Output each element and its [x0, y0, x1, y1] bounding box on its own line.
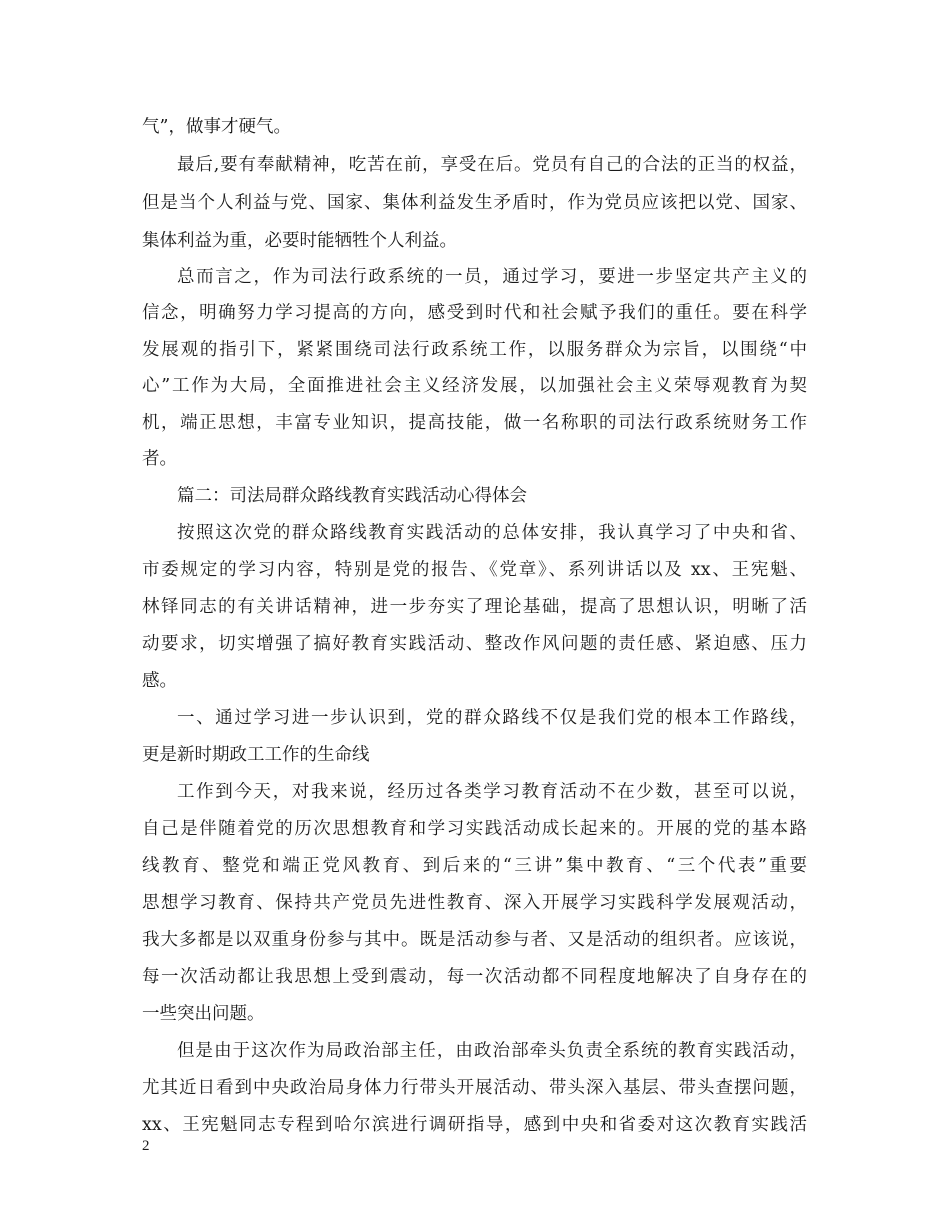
- text-line: 自己是伴随着党的历次思想教育和学习实践活动成长起来的。开展的党的基本路: [142, 819, 807, 839]
- text-line: 机，端正思想，丰富专业知识，提高技能，做一名称职的司法行政系统财务工作: [142, 413, 807, 433]
- text-line: 林铎同志的有关讲话精神，进一步夯实了理论基础，提高了思想认识，明晰了活: [142, 597, 807, 617]
- text-line: 动要求，切实增强了搞好教育实践活动、整改作风问题的责任感、紧迫感、压力: [142, 634, 807, 654]
- text-line: 心”工作为大局，全面推进社会主义经济发展，以加强社会主义荣辱观教育为契: [142, 376, 807, 396]
- text-line: 者。: [142, 449, 177, 469]
- text-line: 气”，做事才硬气。: [142, 117, 291, 137]
- page-number: 2: [142, 1138, 150, 1154]
- text-line: 总而言之，作为司法行政系统的一员，通过学习，要进一步坚定共产主义的: [177, 267, 807, 287]
- text-line: 每一次活动都让我思想上受到震动，每一次活动都不同程度地解决了自身存在的: [142, 967, 807, 987]
- text-line: 市委规定的学习内容，特别是党的报告、《党章》、系列讲话以及 xx、王宪魁、: [142, 560, 807, 580]
- text-line: 工作到今天，对我来说，经历过各类学习教育活动不在少数，甚至可以说，: [177, 782, 807, 802]
- text-line: 一些突出问题。: [142, 1004, 265, 1024]
- subheading-line: 更是新时期政工工作的生命线: [142, 745, 370, 765]
- section-heading: 篇二：司法局群众路线教育实践活动心得体会: [177, 486, 527, 506]
- text-line: 集体利益为重，必要时能牺牲个人利益。: [142, 231, 457, 251]
- text-line: 尤其近日看到中央政治局身体力行带头开展活动、带头深入基层、带头查摆问题，: [142, 1078, 807, 1098]
- text-line: 发展观的指引下，紧紧围绕司法行政系统工作，以服务群众为宗旨，以围绕“中: [142, 340, 807, 360]
- text-line: 最后,要有奉献精神，吃苦在前，享受在后。党员有自己的合法的正当的权益，: [177, 155, 807, 175]
- text-line: 我大多都是以双重身份参与其中。既是活动参与者、又是活动的组织者。应该说，: [142, 930, 807, 950]
- text-line: xx、王宪魁同志专程到哈尔滨进行调研指导，感到中央和省委对这次教育实践活: [142, 1115, 807, 1135]
- text-line: 线教育、整党和端正党风教育、到后来的“三讲”集中教育、“三个代表”重要: [142, 856, 807, 876]
- text-line: 但是由于这次作为局政治部主任，由政治部牵头负责全系统的教育实践活动，: [177, 1041, 807, 1061]
- text-line: 思想学习教育、保持共产党员先进性教育、深入开展学习实践科学发展观活动，: [142, 893, 807, 913]
- text-line: 信念，明确努力学习提高的方向，感受到时代和社会赋予我们的重任。要在科学: [142, 303, 807, 323]
- text-line: 但是当个人利益与党、国家、集体利益发生矛盾时，作为党员应该把以党、国家、: [142, 193, 807, 213]
- subheading-line: 一、通过学习进一步认识到，党的群众路线不仅是我们党的根本工作路线，: [177, 708, 807, 728]
- text-line: 按照这次党的群众路线教育实践活动的总体安排，我认真学习了中央和省、: [177, 523, 807, 543]
- text-line: 感。: [142, 671, 177, 691]
